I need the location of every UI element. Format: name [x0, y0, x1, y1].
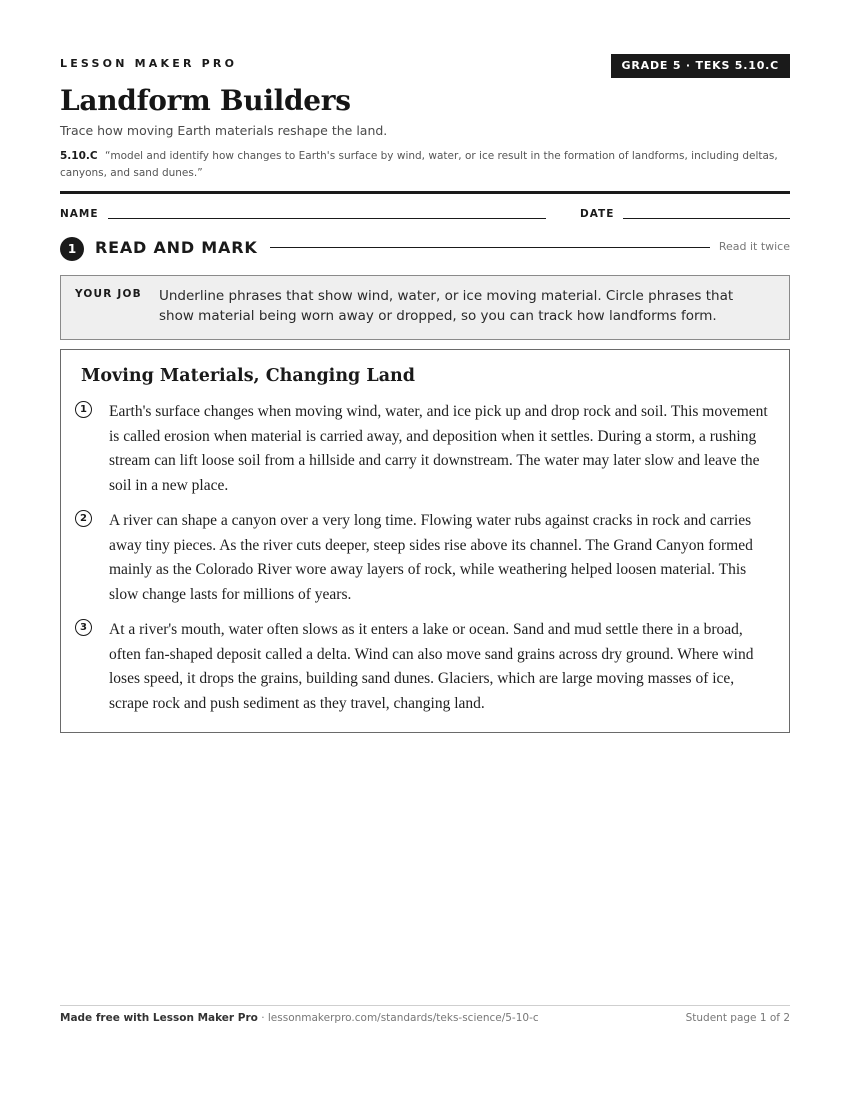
your-job-instructions: Underline phrases that show wind, water, or ice moving material. Circle phrases that show material being worn away or dropped, so you can track how landforms form. — [159, 288, 734, 324]
footer-url: lessonmakerpro.com/standards/teks-science/5-10-c — [267, 1012, 539, 1024]
passage-title: Moving Materials, Changing Land — [81, 366, 415, 386]
standard-code: 5.10.C — [60, 150, 98, 162]
paragraph-text: Earth's surface changes when moving wind, water, and ice pick up and drop rock and soil. This movement is called erosion when material is carried away, and deposition when it settles. During a storm, a rushing stream can lift loose soil from a hillside and carry it downstream. The water may later slow and leave the soil in a new place. — [109, 403, 768, 494]
name-label: NAME — [60, 208, 99, 220]
reading-passage — [60, 349, 790, 733]
paragraph-text: At a river's mouth, water often slows as it enters a lake or ocean. Sand and mud settle there in a broad, often fan-shaped deposit called a delta. Wind can also move sand grains across dry ground. Where wind loses speed, it drops the grains, building sand dunes. Glaciers, which are large moving masses of ice, scrape rock and push sediment as they travel, changing land. — [109, 621, 754, 712]
header-divider — [60, 191, 790, 194]
section-divider — [270, 247, 710, 248]
footer-credit — [60, 1012, 539, 1024]
standard-text: “model and identify how changes to Earth's surface by wind, water, or ice result in the formation of landforms, including deltas, canyons, and sand dunes.” — [60, 150, 778, 179]
date-label: DATE — [580, 208, 615, 220]
paragraph-text: A river can shape a canyon over a very long time. Flowing water rubs against cracks in rock and carries away tiny pieces. As the river cuts deeper, steep sides rise above its channel. The Grand Canyon formed mainly as the Colorado River wore away layers of rock, while weathering helped loosen material. This slow change lasts for millions of years. — [109, 512, 753, 603]
section-note: Read it twice — [718, 240, 790, 253]
date-field[interactable] — [623, 218, 790, 219]
brand-name: LESSON MAKER PRO — [60, 57, 238, 70]
paragraph-number-badge: 3 — [75, 619, 92, 636]
name-field[interactable] — [108, 218, 546, 219]
paragraph-number-badge: 2 — [75, 510, 92, 527]
grade-badge: GRADE 5 · TEKS 5.10.C — [611, 54, 790, 78]
standard-statement — [60, 148, 790, 181]
footer-divider — [60, 1005, 790, 1006]
section-number-badge: 1 — [60, 237, 84, 261]
your-job-box — [60, 275, 790, 340]
footer-separator: · — [257, 1012, 268, 1024]
your-job-label: YOUR JOB — [75, 288, 142, 300]
worksheet-page — [60, 0, 790, 1100]
page-title: Landform Builders — [60, 84, 351, 117]
paragraph-number-badge: 1 — [75, 401, 92, 418]
page-subtitle: Trace how moving Earth materials reshape the land. — [60, 123, 388, 138]
section-title: READ AND MARK — [95, 238, 258, 257]
footer-page-number: Student page 1 of 2 — [685, 1012, 790, 1024]
footer-made-with: Made free with Lesson Maker Pro — [60, 1012, 258, 1024]
